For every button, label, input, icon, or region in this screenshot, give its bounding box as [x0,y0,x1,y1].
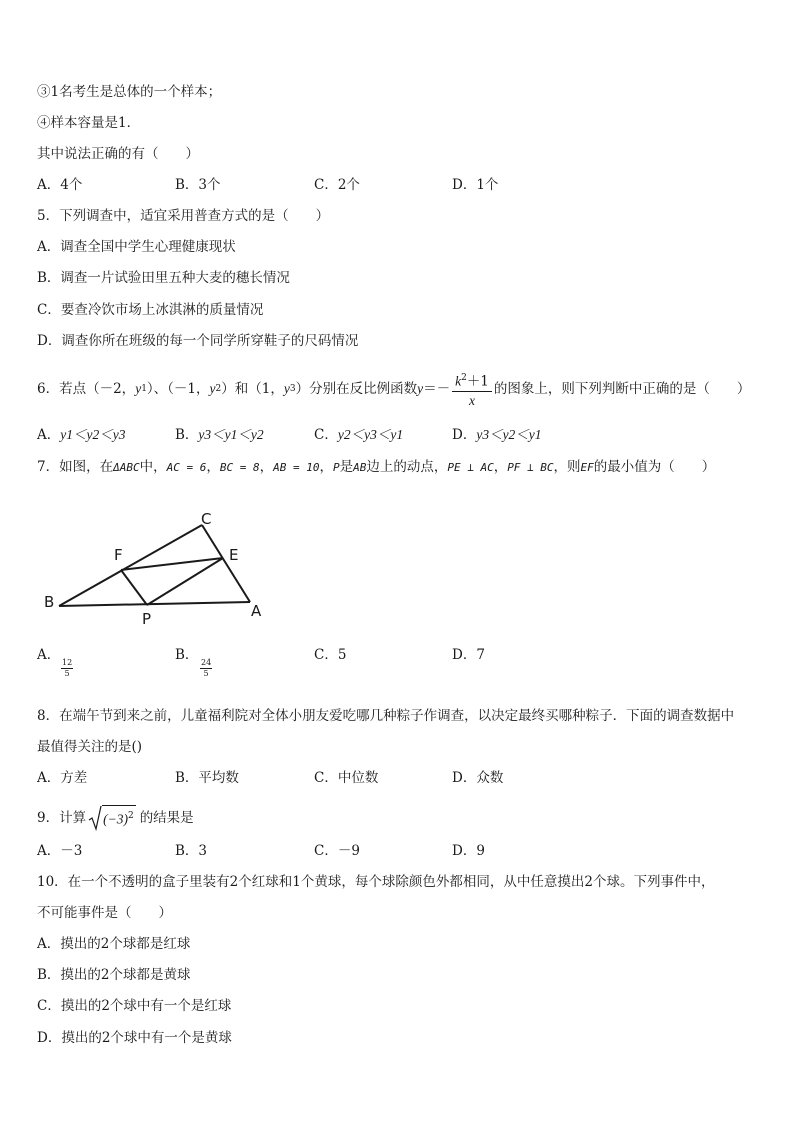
q6-stem [37,369,750,410]
q8-stem-line2: 最值得关注的是() [37,739,143,755]
q6-mid3: ）分别在反比例函数 [295,381,418,398]
q5-option-a: A．调查全国中学生心理健康现状 [37,239,236,255]
q7-option-c: C．5 [314,647,347,663]
q6-y1: y [135,381,142,397]
q4-option-b: B．3个 [175,177,221,193]
q5-option-d: D．调查你所在班级的每一个同学所穿鞋子的尺码情况 [37,333,359,349]
q5-option-b: B．调查一片试验田里五种大麦的穗长情况 [37,270,290,286]
segment-fp [121,570,147,605]
q6-eq-minus: ＝－ [423,381,451,398]
q9-stem: 9．计算 $(-3)^2$ 的结果是 [37,805,194,831]
q7-option-b-label: B． [175,647,199,663]
segment-bc [59,525,202,606]
q6-option-b: B．y3＜y1＜y2 [175,427,264,443]
q6-stem-suffix: 的图象上，则下列判断中正确的是（ ） [493,381,751,398]
q8-option-b: B．平均数 [175,770,239,786]
q6-frac-k: k [455,373,462,389]
q6-sub1: 1 [141,384,147,395]
q9-option-a: A．－3 [37,843,83,859]
q6-option-d: D．y3＜y2＜y1 [452,427,542,443]
q10-option-a: A．摸出的2个球都是红球 [37,936,191,952]
q7-stem: 7．如图，在ΔABC中，AC = 6，BC = 8，AB = 10，P是AB边上的动点，PE ⊥ AC，PF ⊥ BC，则EF的最小值为（ ） [37,459,716,475]
q6-option-c: C．y2＜y3＜y1 [314,427,404,443]
q7-option-b-fraction: 24 5 [201,658,212,678]
q8-option-d: D．众数 [452,770,504,786]
q6-mid2: ）和（1， [221,381,284,398]
label-p: P [142,610,152,628]
q4-statement-3: ③1名考生是总体的一个样本； [37,84,222,100]
q4-statement-4: ④样本容量是1． [37,115,141,131]
q6-y2: y [209,381,216,397]
q10-stem-line1: 10．在一个不透明的盒子里装有2个红球和1个黄球，每个球除颜色外都相同，从中任意摸出2个球。下列事件中， [37,874,715,890]
q4-option-c: C．2个 [314,177,360,193]
q6-frac-den: x [468,392,475,408]
q10-option-c: C．摸出的2个球中有一个是红球 [37,998,232,1014]
q10-option-d: D．摸出的2个球中有一个是黄球 [37,1030,232,1046]
q8-option-c: C．中位数 [314,770,379,786]
q7-triangle-figure [30,500,280,635]
q4-option-a: A．4个 [37,177,83,193]
q6-mid1: ）、（－1， [146,381,210,398]
q8-option-a: A．方差 [37,770,88,786]
segment-ba [59,602,250,606]
segment-ca [202,525,250,602]
label-f: F [114,546,123,564]
q5-stem: 5．下列调查中，适宜采用普查方式的是（ ） [37,208,330,224]
q9-option-b: B．3 [175,843,208,859]
q6-option-a: A．y1＜y2＜y3 [37,427,126,443]
q10-stem-line2: 不可能事件是（ ） [37,905,172,921]
q6-func-y: y [417,381,424,397]
q4-stem: 其中说法正确的有（ ） [37,146,199,162]
q6-y3: y [283,381,290,397]
q6-sub2: 2 [215,384,222,395]
q7-option-a-fraction: 12 5 [62,658,73,678]
q5-option-c: C．要查冷饮市场上冰淇淋的质量情况 [37,302,264,318]
q7-option-d: D．7 [452,647,485,663]
q6-stem-prefix: 6．若点（－2， [37,381,136,398]
q6-sub3: 3 [289,384,296,395]
q9-option-d: D．9 [452,843,485,859]
label-e: E [229,546,239,564]
q7-option-a-label: A． [37,647,61,663]
radical-sign-icon [88,805,102,831]
q10-option-b: B．摸出的2个球都是黄球 [37,967,191,983]
q9-radicand: $(-3)^2$ [102,805,136,829]
label-b: B [44,593,55,611]
label-a: A [251,602,262,620]
q6-fraction [452,369,492,410]
q6-frac-exp: 2 [461,373,467,383]
q9-option-c: C．－9 [314,843,360,859]
label-c: C [201,510,212,528]
q8-stem-line1: 8．在端午节到来之前，儿童福利院对全体小朋友爱吃哪几种粽子作调查，以决定最终买哪种粽子．下面的调查数据中 [37,708,735,724]
q7-triangle: ΔABC [113,461,140,474]
q4-option-d: D．1个 [452,177,499,193]
q6-frac-rest: ＋1 [466,373,489,390]
